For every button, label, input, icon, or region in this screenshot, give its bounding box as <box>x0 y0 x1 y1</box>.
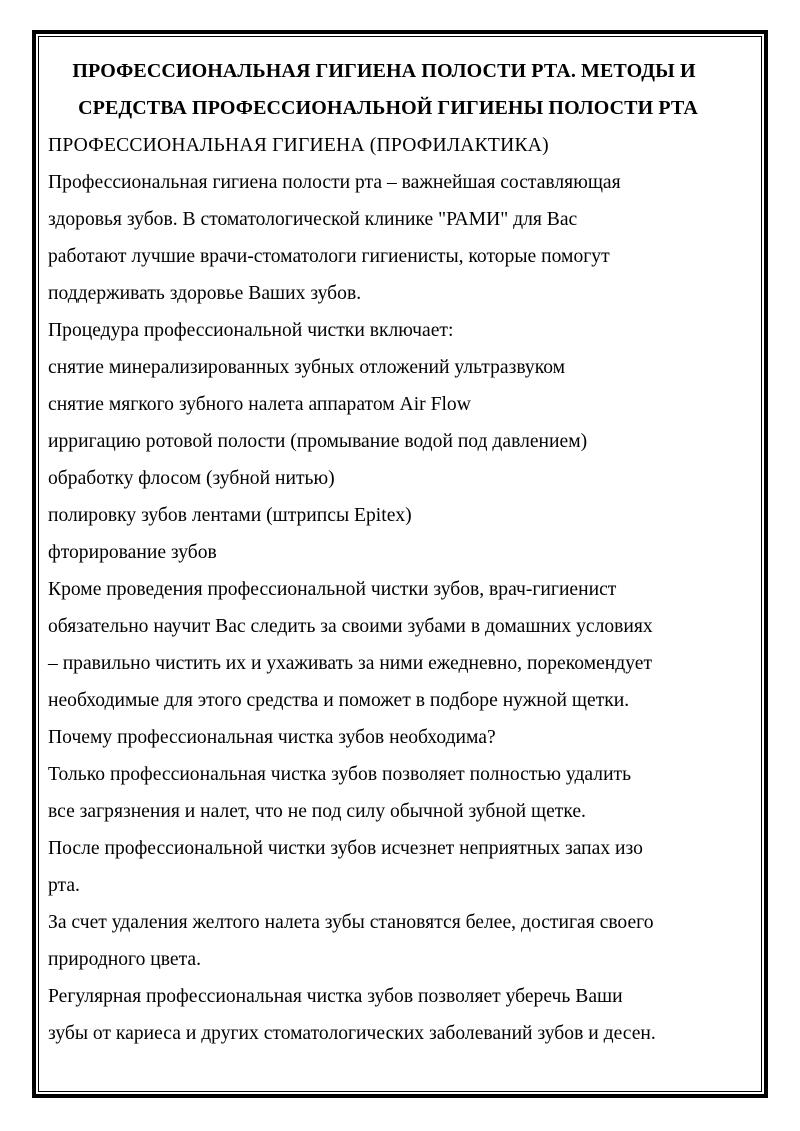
procedure-item: обработку флосом (зубной нитью) <box>48 468 335 489</box>
question-line: Почему профессиональная чистка зубов необходима? <box>48 727 496 748</box>
text-line: – правильно чистить их и ухаживать за ними ежедневно, порекомендует <box>48 653 653 674</box>
document-body <box>48 53 728 1052</box>
procedure-item: снятие минерализированных зубных отложений ультразвуком <box>48 357 566 378</box>
text-line: рта. <box>48 875 80 896</box>
text-line: Регулярная профессиональная чистка зубов позволяет уберечь Ваши <box>48 986 623 1007</box>
text-line: поддерживать здоровье Ваших зубов. <box>48 283 362 304</box>
text-line: Профессиональная гигиена полости рта – важнейшая составляющая <box>48 172 621 193</box>
text-line: зубы от кариеса и других стоматологических заболеваний зубов и десен. <box>48 1023 656 1044</box>
text-line: Только профессиональная чистка зубов позволяет полностью удалить <box>48 764 632 785</box>
procedure-item: ирригацию ротовой полости (промывание водой под давлением) <box>48 431 588 452</box>
text-line: все загрязнения и налет, что не под силу обычной зубной щетке. <box>48 801 586 822</box>
document-title <box>48 53 728 127</box>
text-line: Кроме проведения профессиональной чистки зубов, врач-гигиенист <box>48 579 617 600</box>
text-line: работают лучшие врачи-стоматологи гигиенисты, которые помогут <box>48 246 610 267</box>
text-line: После профессиональной чистки зубов исчезнет неприятных запах изо <box>48 838 643 859</box>
procedure-intro: Процедура профессиональной чистки включает: <box>48 320 454 341</box>
procedure-item: снятие мягкого зубного налета аппаратом Air Flow <box>48 394 471 415</box>
text-line: здоровья зубов. В стоматологической клинике "РАМИ" для Вас <box>48 209 578 230</box>
section-heading: ПРОФЕССИОНАЛЬНАЯ ГИГИЕНА (ПРОФИЛАКТИКА) <box>48 135 549 156</box>
title-line: СРЕДСТВА ПРОФЕССИОНАЛЬНОЙ ГИГИЕНЫ ПОЛОСТИ РТА <box>78 97 698 119</box>
title-line: ПРОФЕССИОНАЛЬНАЯ ГИГИЕНА ПОЛОСТИ РТА. МЕТОДЫ И <box>72 60 696 82</box>
procedure-item: полировку зубов лентами (штрипсы Epitex) <box>48 505 412 526</box>
text-line: природного цвета. <box>48 949 202 970</box>
text-line: За счет удаления желтого налета зубы становятся белее, достигая своего <box>48 912 654 933</box>
text-line: необходимые для этого средства и поможет в подборе нужной щетки. <box>48 690 630 711</box>
procedure-item: фторирование зубов <box>48 542 217 563</box>
text-line: обязательно научит Вас следить за своими зубами в домашних условиях <box>48 616 653 637</box>
